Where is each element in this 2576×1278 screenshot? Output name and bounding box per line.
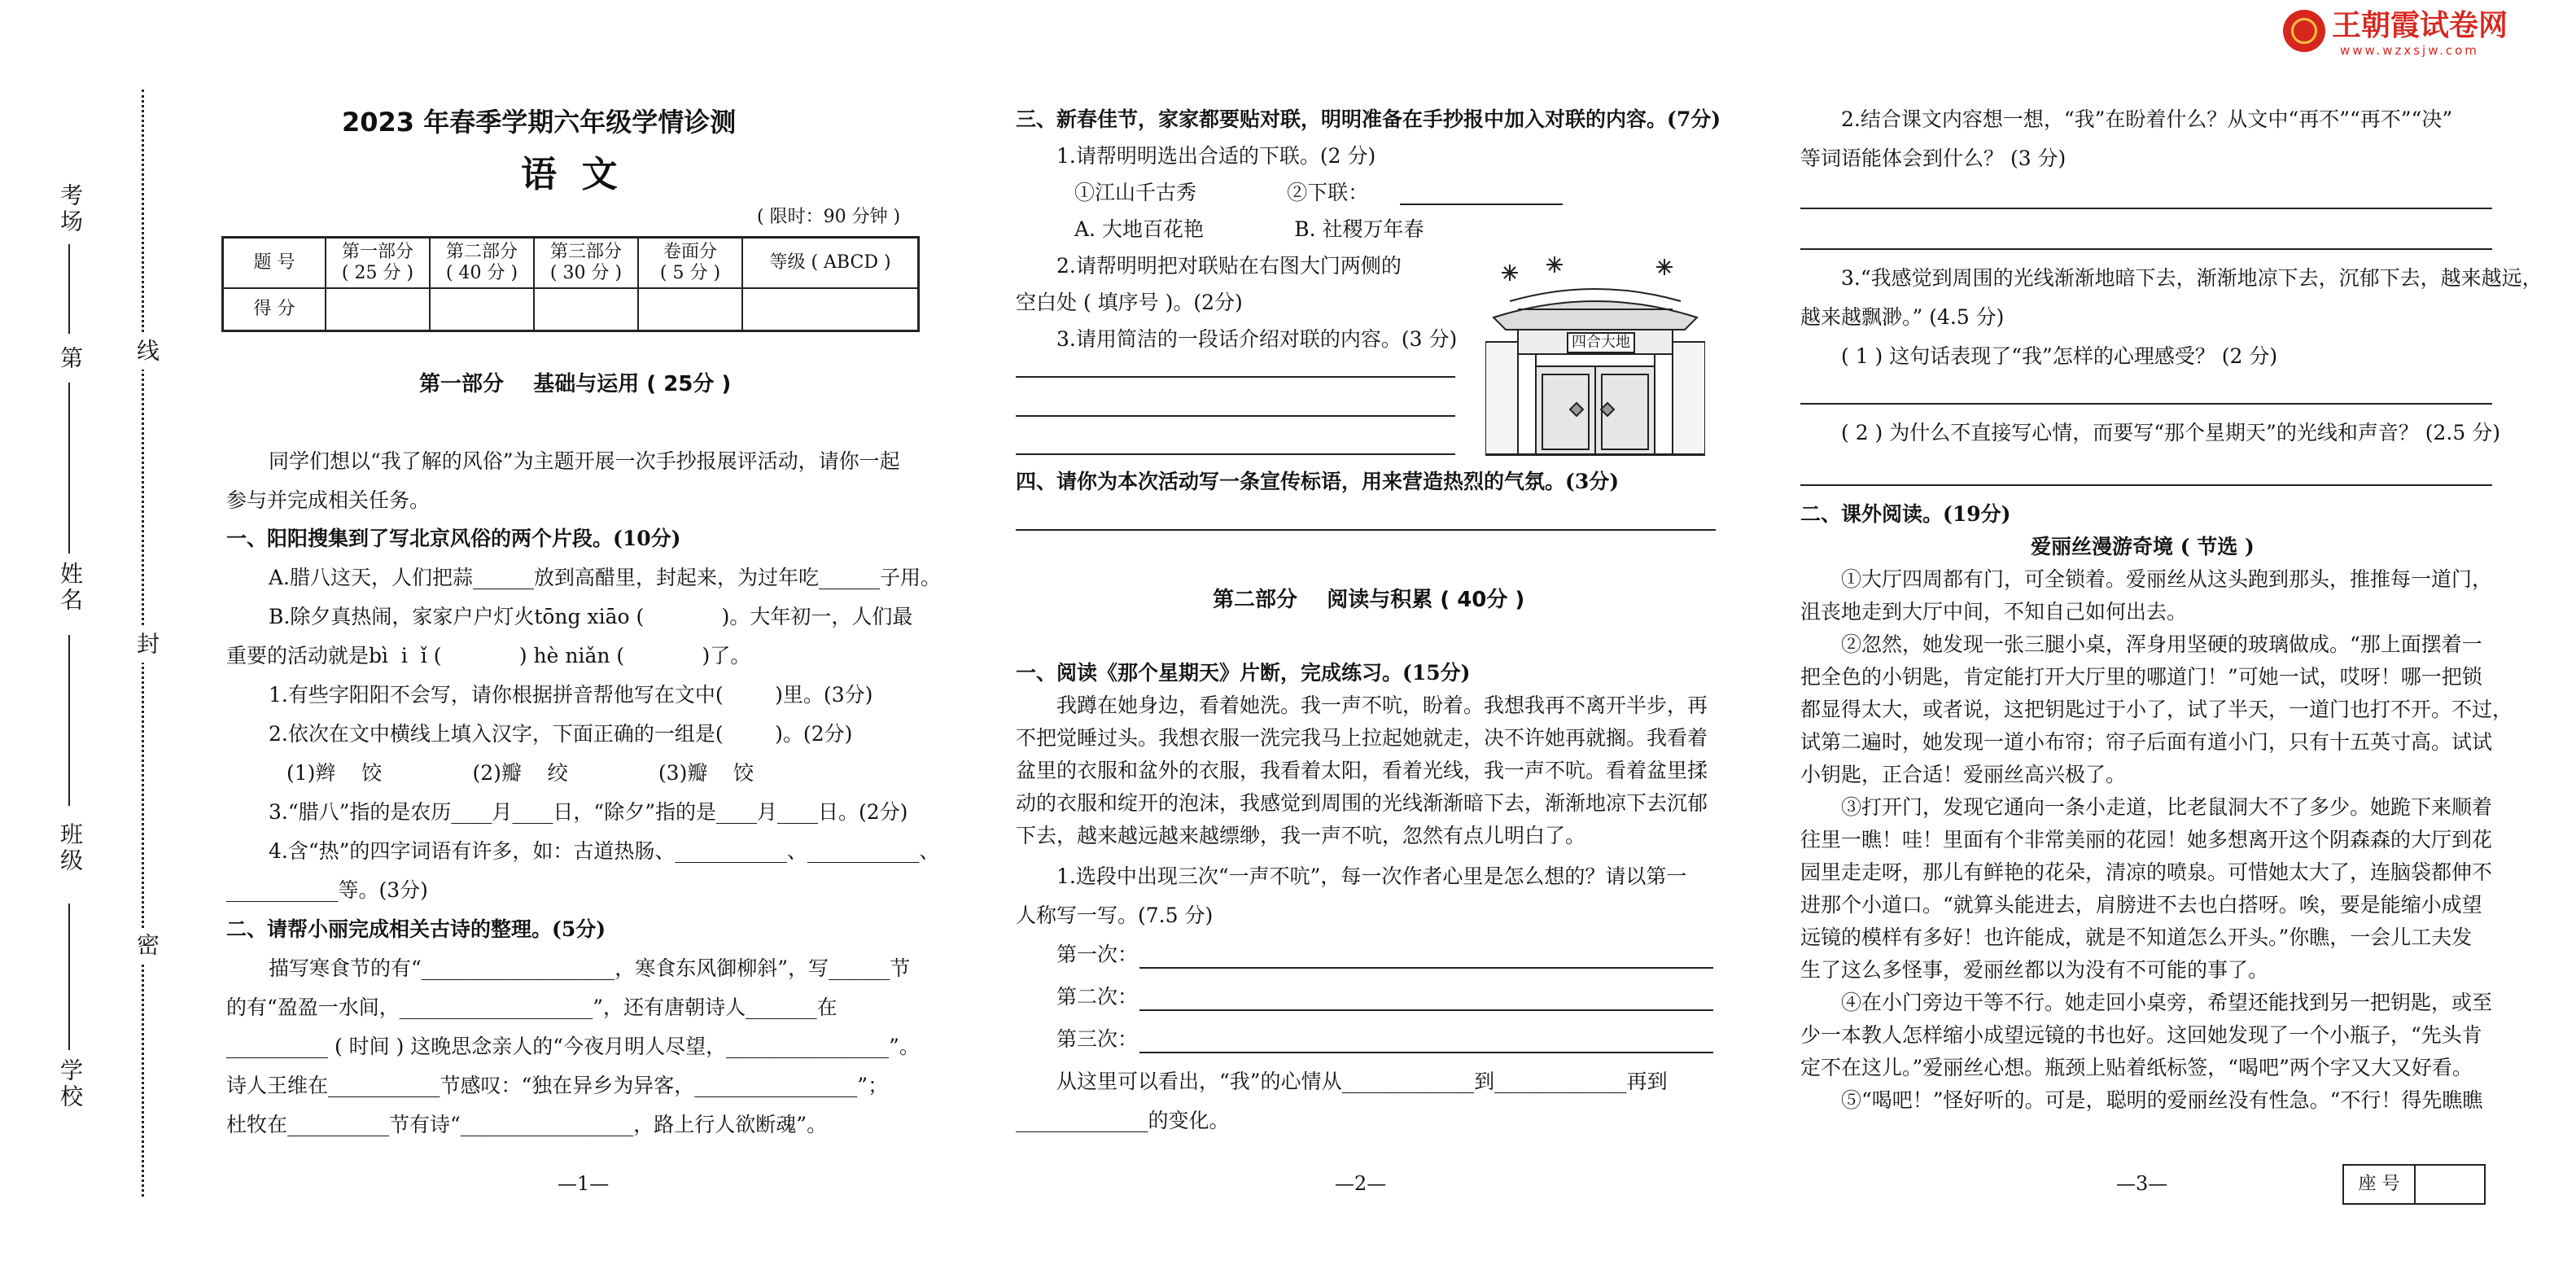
- score-cell[interactable]: [430, 288, 534, 331]
- r1-question: 越来越飘渺。” (4.5 分): [1800, 305, 2005, 329]
- page-number: —2—: [1335, 1172, 1387, 1195]
- q1-line: 2.依次在文中横线上填入汉字，下面正确的一组是( )。(2分): [269, 722, 853, 746]
- passage-line: 盆里的衣服和盆外的衣服，我看着太阳，看着光线，我一声不吭。看着盆里揉: [1016, 759, 1708, 782]
- q3-line: ①江山千古秀 ②下联：: [1074, 181, 1369, 204]
- q1-line: B.除夕真热闹，家家户户灯火tōng xiāo ( )。大年初一，人们最: [269, 605, 913, 628]
- reading1-title: 一、阅读《那个星期天》片断，完成练习。(15分): [1016, 661, 1471, 685]
- q2-line: 描写寒食节的有“___________________，寒食东风御柳斜”，写______节: [269, 956, 911, 980]
- q3-line: 1.请帮明明选出合适的下联。(2 分): [1056, 144, 1376, 168]
- r1-question: 1.选段中出现三次“一声不吭”，每一次作者心里是怎么想的？请以第一: [1056, 864, 1687, 888]
- gate-sign: 四合大地: [1567, 332, 1635, 353]
- field-school: 学校: [57, 1058, 84, 1110]
- page-number: —3—: [2116, 1172, 2168, 1195]
- gate-illustration: [1485, 252, 1705, 456]
- passage-line: 不把觉睡过头。我想衣服一洗完我马上拉起她就走，决不许她再就搁。我看着: [1016, 726, 1708, 750]
- firework-icon: [1546, 256, 1563, 273]
- q1-line: 1.有些字阳阳不会写，请你根据拼音帮他写在文中( )里。(3分): [269, 683, 873, 707]
- q1-line: A.腊八这天，人们把蒜______放到高醋里，封起来，为过年吃______子用。: [269, 566, 942, 589]
- answer-line[interactable]: [1800, 484, 2492, 486]
- r1-question: 等词语能体会到什么？ (3 分): [1800, 147, 2066, 170]
- q3-line: 2.请帮明明把对联贴在右图大门两侧的: [1056, 254, 1402, 278]
- answer-line[interactable]: [1800, 248, 2492, 250]
- q1-line: 重要的活动就是bì i ǐ ( ) hè niǎn ( )了。: [226, 644, 751, 667]
- score-header-cell: 等级 ( ABCD ): [742, 238, 919, 288]
- answer-line[interactable]: [1016, 529, 1716, 531]
- site-logo: [2283, 10, 2543, 59]
- story-line: ⑤“喝吧！”怪好听的。可是，聪明的爱丽丝没有性急。“不行！得先瞧瞧: [1841, 1088, 2483, 1112]
- score-cell[interactable]: [638, 288, 742, 331]
- seat-number-label: 座 号: [2344, 1166, 2416, 1203]
- r1-conclusion: _____________的变化。: [1016, 1109, 1230, 1132]
- field-class: 班级: [57, 822, 84, 874]
- exam-title: 2023 年春季学期六年级学情诊测: [342, 107, 737, 138]
- score-header-cell: 卷面分 ( 5 分 ): [638, 238, 742, 288]
- q2-line: 诗人王维在___________节感叹：“独在异乡为异客，________________”；: [226, 1074, 889, 1097]
- cut-mark-secret: 密: [130, 928, 163, 964]
- score-row-label: 得 分: [223, 288, 326, 331]
- answer-line[interactable]: [1800, 403, 2492, 405]
- field-seat-no: 第: [57, 346, 84, 372]
- story-line: 往里一瞧！哇！里面有个非常美丽的花园！她多想离开这个阴森森的大厅到花: [1800, 828, 2493, 851]
- firework-icon: [1502, 265, 1518, 281]
- story-line: 远镜的模样有多好！也许能成，就是不知道怎么开头。”你瞧，一会儿工夫发: [1800, 926, 2473, 949]
- answer-line[interactable]: [1139, 1052, 1713, 1053]
- field-name: 姓名: [57, 562, 84, 614]
- cut-mark-line: 线: [130, 334, 163, 370]
- third-label: 第三次：: [1056, 1027, 1139, 1051]
- exam-room-line: [68, 244, 70, 334]
- story-line: ④在小门旁边干等不行。她走回小桌旁，希望还能找到另一把钥匙，或至: [1841, 991, 2493, 1014]
- r1-question: 2.结合课文内容想一想，“我”在盼着什么？从文中“再不”“再不”“决”: [1841, 107, 2453, 131]
- score-cell[interactable]: [326, 288, 430, 331]
- story-line: 小钥匙，正合适！爱丽丝高兴极了。: [1800, 763, 2127, 786]
- score-header-cell: 第一部分 ( 25 分 ): [326, 238, 430, 288]
- answer-line[interactable]: [1139, 967, 1713, 969]
- q2-title: 二、请帮小丽完成相关古诗的整理。(5分): [226, 917, 606, 941]
- second-label: 第二次：: [1056, 985, 1139, 1009]
- answer-line[interactable]: [1400, 204, 1563, 205]
- story-line: 沮丧地走到大厅中间，不知自己如何出去。: [1800, 600, 2188, 624]
- part1-title: 第一部分 基础与运用 ( 25分 ): [419, 372, 732, 396]
- q2-line: 的有“盈盈一水间，___________________”，还有唐朝诗人_______在: [226, 996, 838, 1019]
- story-line: 进那个小道口。“就算头能进去，肩膀进不去也白搭呀。唉，要是能缩小成望: [1800, 893, 2482, 917]
- q1-line: ___________等。(3分): [226, 878, 428, 902]
- story-line: 少一本教人怎样缩小成望远镜的书也好。这回她发现了一个小瓶子，“先头肯: [1800, 1023, 2482, 1047]
- story-line: 园里走走呀，那儿有鲜艳的花朵，清凉的喷泉。可惜她太大了，连脑袋都伸不: [1800, 860, 2493, 884]
- score-header-cell: 第三部分 ( 30 分 ): [534, 238, 638, 288]
- story-line: 试第二遍时，她发现一道小布帘；帘子后面有道小门，只有十五英寸高。试试: [1800, 730, 2493, 754]
- answer-line[interactable]: [1016, 415, 1455, 417]
- q4-title: 四、请你为本次活动写一条宣传标语，用来营造热烈的气氛。(3分): [1016, 470, 1620, 493]
- story-line: 都显得太大，或者说，这把钥匙过于小了，试了半天，一道门也打不开。不过，: [1800, 698, 2513, 721]
- first-label: 第一次：: [1056, 943, 1139, 966]
- q1-title: 一、阳阳搜集到了写北京风俗的两个片段。(10分): [226, 527, 681, 550]
- answer-line[interactable]: [1016, 453, 1455, 455]
- logo-name: 王朝霞试卷网: [2332, 9, 2508, 42]
- logo-url: www.wzxsjw.com: [2340, 43, 2479, 58]
- r1-conclusion: 从这里可以看出，“我”的心情从_____________到_____________再到: [1056, 1070, 1668, 1093]
- cut-mark-seal: 封: [130, 627, 163, 663]
- r1-subquestion: ( 1 ) 这句话表现了“我”怎样的心理感受？ (2 分): [1841, 344, 2278, 368]
- passage-line: 我蹲在她身边，看着她洗。我一声不吭，盼着。我想我再不离开半步，再: [1056, 694, 1708, 717]
- r1-question: 人称写一写。(7.5 分): [1016, 904, 1214, 927]
- seat-number-cell[interactable]: [2416, 1166, 2484, 1203]
- story-line: 把全色的小钥匙，肯定能打开大厅里的哪道门！”可她一试，哎呀！哪一把锁: [1800, 665, 2482, 689]
- logo-emblem-ring: [2291, 18, 2317, 44]
- story-line: ①大厅四周都有门，可全锁着。爱丽丝从这头跑到那头，推推每一道门，: [1841, 567, 2493, 591]
- part2-title: 第二部分 阅读与积累 ( 40分 ): [1213, 588, 1525, 612]
- q3-options: A. 大地百花艳 B. 社稷万年春: [1074, 217, 1424, 241]
- q1-line: 4.含“热”的四字词语有许多，如：古道热肠、___________、___________、: [269, 839, 940, 863]
- score-header-cell: 第二部分 ( 40 分 ): [430, 238, 534, 288]
- time-limit: ( 限时：90 分钟 ): [757, 207, 901, 227]
- reading2-title: 二、课外阅读。(19分): [1800, 502, 2011, 526]
- intro-line: 参与并完成相关任务。: [226, 488, 431, 512]
- firework-icon: [1656, 259, 1673, 275]
- answer-line[interactable]: [1016, 376, 1455, 378]
- passage-line: 下去，越来越远越来越缥缈，我一声不吭，忽然有点儿明白了。: [1016, 824, 1586, 847]
- story-line: 生了这么多怪事，爱丽丝都以为没有不可能的事了。: [1800, 958, 2269, 982]
- seat-number-box: [2342, 1164, 2486, 1205]
- story-line: ③打开门，发现它通向一条小走道，比老鼠洞大不了多少。她跪下来顺着: [1841, 795, 2493, 819]
- answer-line[interactable]: [1139, 1009, 1713, 1011]
- story-title: 爱丽丝漫游奇境 ( 节选 ): [2031, 535, 2255, 558]
- field-exam-room: 考场: [57, 183, 84, 235]
- story-line: ②忽然，她发现一张三腿小桌，浑身用坚硬的玻璃做成。“那上面摆着一: [1841, 632, 2482, 656]
- answer-line[interactable]: [1800, 208, 2492, 209]
- q1-line: 3.“腊八”指的是农历____月____日，“除夕”指的是____月____日。(2分): [269, 800, 908, 824]
- score-cell[interactable]: [742, 288, 919, 331]
- score-cell[interactable]: [534, 288, 638, 331]
- q3-title: 三、新春佳节，家家都要贴对联，明明准备在手抄报中加入对联的内容。(7分): [1016, 107, 1721, 131]
- name-line: [68, 383, 70, 554]
- score-table: [221, 236, 920, 332]
- q2-line: 杜牧在__________节有诗“_________________，路上行人欲断魂”。: [226, 1113, 828, 1136]
- r1-subquestion: ( 2 ) 为什么不直接写心情，而要写“那个星期天”的光线和声音？ (2.5 分): [1841, 421, 2500, 444]
- subject-title: 语 文: [521, 154, 618, 195]
- q3-line: 3.请用简洁的一段话介绍对联的内容。(3 分): [1056, 327, 1458, 351]
- page-number: —1—: [558, 1172, 610, 1195]
- q3-line: 空白处 ( 填序号 )。(2分): [1016, 291, 1243, 314]
- q2-line: __________ ( 时间 ) 这晚思念亲人的“今夜月明人尽望，________________”。: [226, 1035, 920, 1058]
- gate-svg: [1485, 252, 1705, 456]
- q1-options: (1)辫 饺 (2)瓣 绞 (3)瓣 饺: [286, 761, 754, 785]
- story-line: 定不在这儿。”爱丽丝心想。瓶颈上贴着纸标签，“喝吧”两个字又大又好看。: [1800, 1056, 2473, 1079]
- intro-line: 同学们想以“我了解的风俗”为主题开展一次手抄报展评活动，请你一起: [269, 449, 900, 473]
- school-line: [68, 904, 70, 1050]
- r1-question: 3.“我感觉到周围的光线渐渐地暗下去，渐渐地凉下去，沉郁下去，越来越远，: [1841, 266, 2543, 290]
- class-line: [68, 635, 70, 806]
- score-header-cell: 题 号: [223, 238, 326, 288]
- passage-line: 动的衣服和绽开的泡沫，我感觉到周围的光线渐渐暗下去，渐渐地凉下去沉郁: [1016, 791, 1708, 815]
